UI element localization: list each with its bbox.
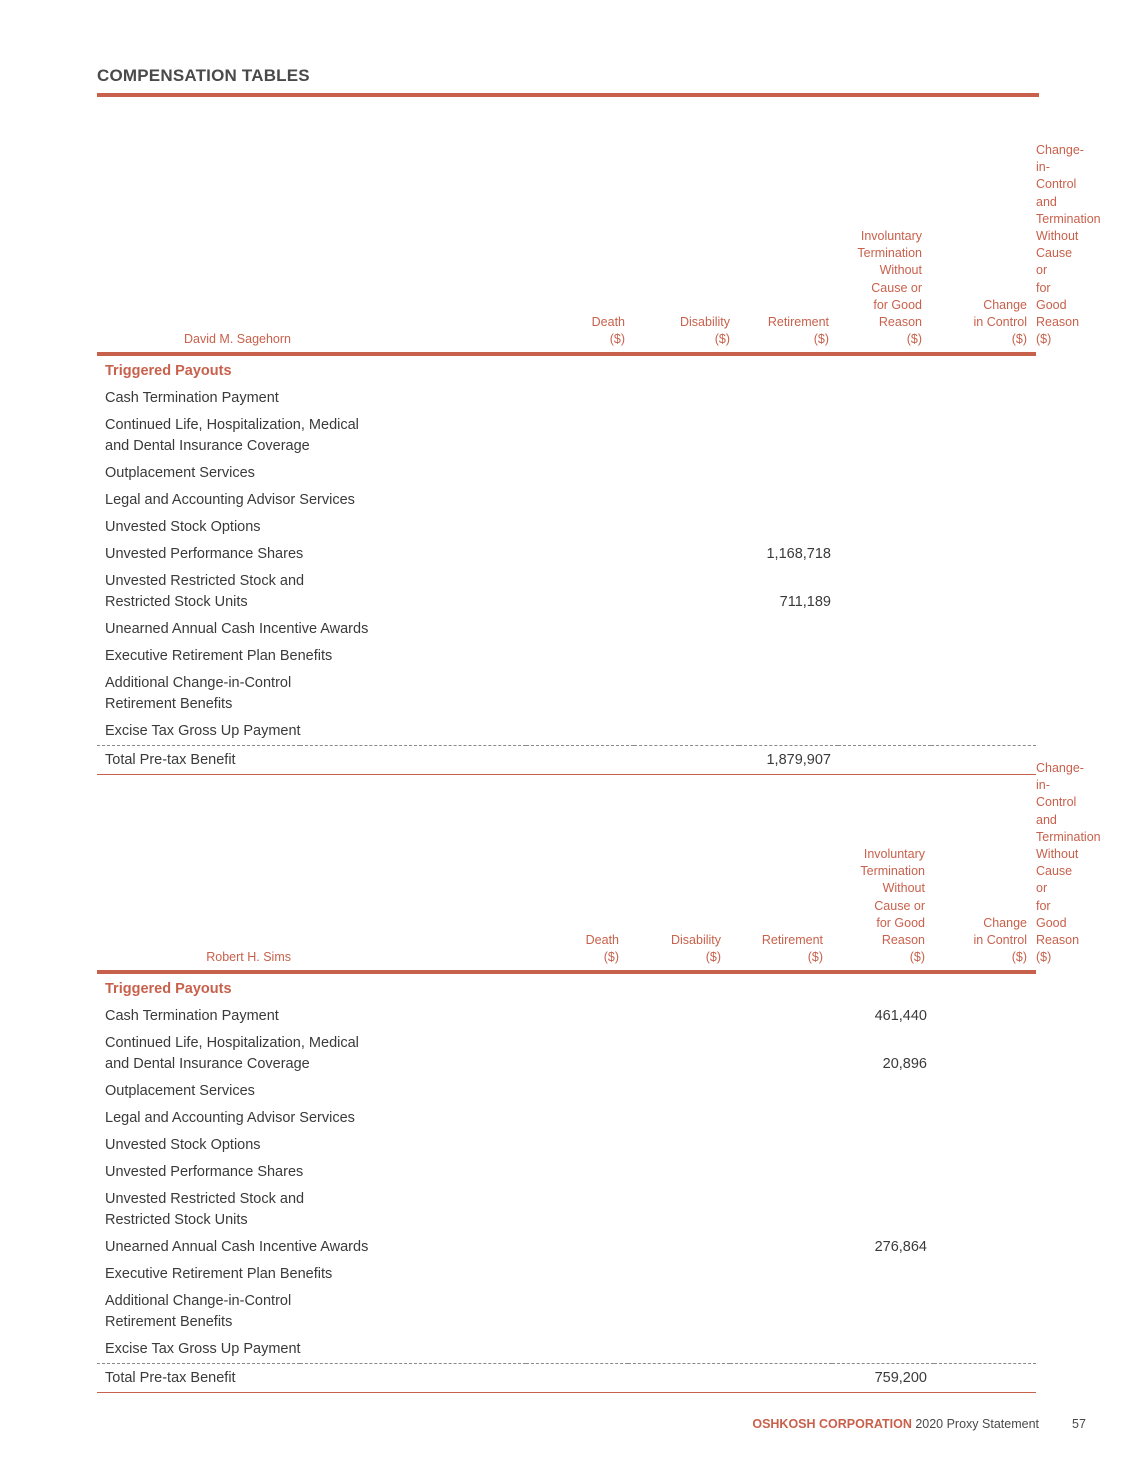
- row-label: Outplacement Services: [105, 465, 255, 482]
- value-cell: [526, 1105, 628, 1132]
- table-row: [97, 1078, 1036, 1105]
- value-cell: [931, 718, 1036, 746]
- value-cell: [526, 1030, 628, 1078]
- row-label: Unvested Performance Shares: [105, 1164, 304, 1181]
- value-cell: [526, 1288, 628, 1336]
- row-label: Additional Change-in-Control Retirement Benefits: [105, 1293, 292, 1331]
- table-row: [97, 412, 1036, 460]
- header-spacer: [300, 142, 526, 354]
- value-cell: [838, 568, 931, 616]
- executive-name: Robert H. Sims: [97, 760, 300, 972]
- executive-name: David M. Sagehorn: [97, 142, 300, 354]
- value-cell: [739, 412, 838, 460]
- value-cell: [730, 1288, 832, 1336]
- value-cell: [730, 1105, 832, 1132]
- value-cell: [730, 1003, 832, 1030]
- value-cell: [832, 1186, 934, 1234]
- value-cell: [739, 616, 838, 643]
- value-cell: [526, 1364, 628, 1393]
- section-title: COMPENSATION TABLES: [97, 66, 310, 85]
- value-cell: [838, 541, 931, 568]
- value-cell: [526, 460, 634, 487]
- title-rule: [97, 93, 1039, 97]
- header-row: Robert H. Sims Death ($) Disability ($) Retirement ($) Involuntary Termination Without Cause or for Good Reason ($) Change in Control ($) Change-in- Control and Termination Without Cause or for Good Reason ($): [97, 760, 1036, 972]
- value-cell: [838, 718, 931, 746]
- table-row: [97, 1159, 1036, 1186]
- row-label: Total Pre-tax Benefit: [97, 746, 526, 775]
- value-cell: [628, 1003, 730, 1030]
- value-cell: [832, 1159, 934, 1186]
- value-cell: 759,200: [832, 1364, 934, 1393]
- value-cell: [934, 1288, 1036, 1336]
- value-cell: [526, 1336, 628, 1364]
- row-label: Unearned Annual Cash Incentive Awards: [105, 1239, 369, 1256]
- value-cell: [634, 460, 739, 487]
- row-label: Continued Life, Hospitalization, Medical and Dental Insurance Coverage: [105, 1035, 359, 1073]
- row-label: Outplacement Services: [105, 1083, 255, 1100]
- value-cell: [934, 1336, 1036, 1364]
- column-header: Change in Control ($): [934, 760, 1036, 972]
- value-cell: [628, 1132, 730, 1159]
- value-cell: [628, 1336, 730, 1364]
- value-cell: [526, 1261, 628, 1288]
- value-cell: [934, 1159, 1036, 1186]
- value-cell: [634, 616, 739, 643]
- value-cell: 20,896: [882, 1056, 927, 1073]
- value-cell: [934, 1261, 1036, 1288]
- column-header: Retirement ($): [730, 760, 832, 972]
- row-label: Excise Tax Gross Up Payment: [105, 1341, 301, 1358]
- table-row: [97, 1003, 1036, 1030]
- row-label: Additional Change-in-Control Retirement Benefits: [105, 675, 292, 713]
- value-cell: [526, 568, 634, 616]
- row-label: Continued Life, Hospitalization, Medical and Dental Insurance Coverage: [105, 417, 359, 455]
- value-cell: [832, 1336, 934, 1364]
- table-row: [97, 1105, 1036, 1132]
- value-cell: [931, 541, 1036, 568]
- value-cell: [838, 616, 931, 643]
- value-cell: [634, 568, 739, 616]
- row-label: Unvested Stock Options: [105, 519, 261, 536]
- value-cell: [634, 487, 739, 514]
- value-cell: [934, 1364, 1036, 1393]
- section-label: Triggered Payouts: [105, 981, 232, 998]
- table-row: [97, 1336, 1036, 1364]
- value-cell: [526, 1078, 628, 1105]
- value-cell: [931, 616, 1036, 643]
- value-cell: [931, 385, 1036, 412]
- table-row: [97, 718, 1036, 746]
- value-cell: [739, 670, 838, 718]
- value-cell: [832, 1132, 934, 1159]
- value-cell: [526, 487, 634, 514]
- value-cell: [628, 1234, 730, 1261]
- footer: [752, 1417, 1039, 1431]
- value-cell: [931, 460, 1036, 487]
- value-cell: [628, 1364, 730, 1393]
- value-cell: [838, 487, 931, 514]
- table-row: [97, 1288, 1036, 1336]
- footer-document: 2020 Proxy Statement: [911, 1417, 1039, 1431]
- table-row: [97, 643, 1036, 670]
- value-cell: [838, 643, 931, 670]
- value-cell: [628, 1105, 730, 1132]
- value-cell: [526, 541, 634, 568]
- footer-company: OSHKOSH CORPORATION: [752, 1417, 912, 1431]
- value-cell: [838, 514, 931, 541]
- column-header: Death ($): [526, 760, 628, 972]
- value-cell: [730, 1159, 832, 1186]
- section-row: [97, 354, 1036, 385]
- value-cell: [628, 1186, 730, 1234]
- table-row: [97, 1234, 1036, 1261]
- value-cell: [526, 643, 634, 670]
- value-cell: 276,864: [874, 1239, 927, 1256]
- value-cell: [628, 1078, 730, 1105]
- table-row: [97, 385, 1036, 412]
- value-cell: [838, 385, 931, 412]
- header-spacer: [300, 760, 526, 972]
- value-cell: [739, 487, 838, 514]
- value-cell: [832, 1105, 934, 1132]
- value-cell: [526, 718, 634, 746]
- value-cell: [634, 412, 739, 460]
- header-row: David M. Sagehorn Death ($) Disability ($) Retirement ($) Involuntary Termination Without Cause or for Good Reason ($) Change in Control ($) Change-in- Control and Termination Without Cause or for Good Reason ($): [97, 142, 1036, 354]
- row-label: Unearned Annual Cash Incentive Awards: [105, 621, 369, 638]
- row-label: Executive Retirement Plan Benefits: [105, 648, 333, 665]
- value-cell: [526, 1132, 628, 1159]
- column-header: Retirement ($): [739, 142, 838, 354]
- column-header: Involuntary Termination Without Cause or for Good Reason ($): [832, 760, 934, 972]
- value-cell: [934, 1186, 1036, 1234]
- row-label: Excise Tax Gross Up Payment: [105, 723, 301, 740]
- table-row: [97, 487, 1036, 514]
- table-row: [97, 1030, 1036, 1078]
- value-cell: [934, 1030, 1036, 1078]
- section-label: Triggered Payouts: [105, 363, 232, 380]
- compensation-table-sims: [97, 760, 1101, 1393]
- value-cell: [931, 643, 1036, 670]
- column-header: Death ($): [526, 142, 634, 354]
- value-cell: [934, 1234, 1036, 1261]
- value-cell: [526, 670, 634, 718]
- value-cell: [634, 718, 739, 746]
- value-cell: [526, 412, 634, 460]
- row-label: Legal and Accounting Advisor Services: [105, 492, 355, 509]
- value-cell: [730, 1078, 832, 1105]
- value-cell: [634, 514, 739, 541]
- row-label: Cash Termination Payment: [105, 1008, 279, 1025]
- table-row: [97, 670, 1036, 718]
- value-cell: [730, 1132, 832, 1159]
- value-cell: [838, 412, 931, 460]
- value-cell: 711,189: [779, 594, 831, 611]
- value-cell: [739, 643, 838, 670]
- value-cell: [931, 412, 1036, 460]
- table-row: [97, 541, 1036, 568]
- value-cell: [526, 616, 634, 643]
- table-row: [97, 514, 1036, 541]
- value-cell: [634, 670, 739, 718]
- page-number: 57: [1072, 1417, 1086, 1431]
- value-cell: [832, 1078, 934, 1105]
- row-label: Cash Termination Payment: [105, 390, 279, 407]
- value-cell: [730, 1364, 832, 1393]
- value-cell: [931, 514, 1036, 541]
- row-label: Total Pre-tax Benefit: [97, 1364, 526, 1393]
- section-row: [97, 972, 1036, 1003]
- value-cell: [730, 1186, 832, 1234]
- value-cell: [934, 1003, 1036, 1030]
- column-header: Disability ($): [628, 760, 730, 972]
- value-cell: 1,168,718: [766, 546, 831, 563]
- value-cell: [526, 385, 634, 412]
- value-cell: [739, 460, 838, 487]
- value-cell: [526, 1186, 628, 1234]
- value-cell: [634, 385, 739, 412]
- column-header: Disability ($): [634, 142, 739, 354]
- value-cell: [730, 1261, 832, 1288]
- table-row: [97, 460, 1036, 487]
- value-cell: 1,879,907: [739, 746, 838, 775]
- value-cell: [628, 1261, 730, 1288]
- value-cell: [838, 670, 931, 718]
- value-cell: [739, 718, 838, 746]
- value-cell: [739, 385, 838, 412]
- value-cell: [526, 1159, 628, 1186]
- row-label: Unvested Restricted Stock and Restricted Stock Units: [105, 1191, 305, 1229]
- row-label: Unvested Stock Options: [105, 1137, 261, 1154]
- value-cell: [634, 643, 739, 670]
- value-cell: [931, 670, 1036, 718]
- value-cell: 461,440: [874, 1008, 927, 1025]
- column-header: Involuntary Termination Without Cause or for Good Reason ($): [838, 142, 931, 354]
- value-cell: [634, 541, 739, 568]
- value-cell: [832, 1288, 934, 1336]
- value-cell: [628, 1159, 730, 1186]
- value-cell: [526, 1003, 628, 1030]
- value-cell: [838, 460, 931, 487]
- value-cell: [526, 514, 634, 541]
- row-label: Executive Retirement Plan Benefits: [105, 1266, 333, 1283]
- value-cell: [730, 1234, 832, 1261]
- value-cell: [832, 1261, 934, 1288]
- value-cell: [934, 1105, 1036, 1132]
- row-label: Legal and Accounting Advisor Services: [105, 1110, 355, 1127]
- compensation-table-sagehorn: [97, 142, 1101, 775]
- total-row: [97, 1364, 1036, 1393]
- row-label: Unvested Restricted Stock and Restricted Stock Units: [105, 573, 305, 611]
- value-cell: [628, 1030, 730, 1078]
- column-header: Change in Control ($): [931, 142, 1036, 354]
- value-cell: [628, 1288, 730, 1336]
- value-cell: [934, 1078, 1036, 1105]
- value-cell: [934, 1132, 1036, 1159]
- value-cell: [931, 487, 1036, 514]
- table-row: [97, 568, 1036, 616]
- table-row: [97, 1132, 1036, 1159]
- value-cell: [526, 1234, 628, 1261]
- value-cell: [730, 1030, 832, 1078]
- table-row: [97, 1186, 1036, 1234]
- row-label: Unvested Performance Shares: [105, 546, 304, 563]
- value-cell: [739, 514, 838, 541]
- value-cell: [730, 1336, 832, 1364]
- value-cell: [931, 568, 1036, 616]
- table-row: [97, 616, 1036, 643]
- table-row: [97, 1261, 1036, 1288]
